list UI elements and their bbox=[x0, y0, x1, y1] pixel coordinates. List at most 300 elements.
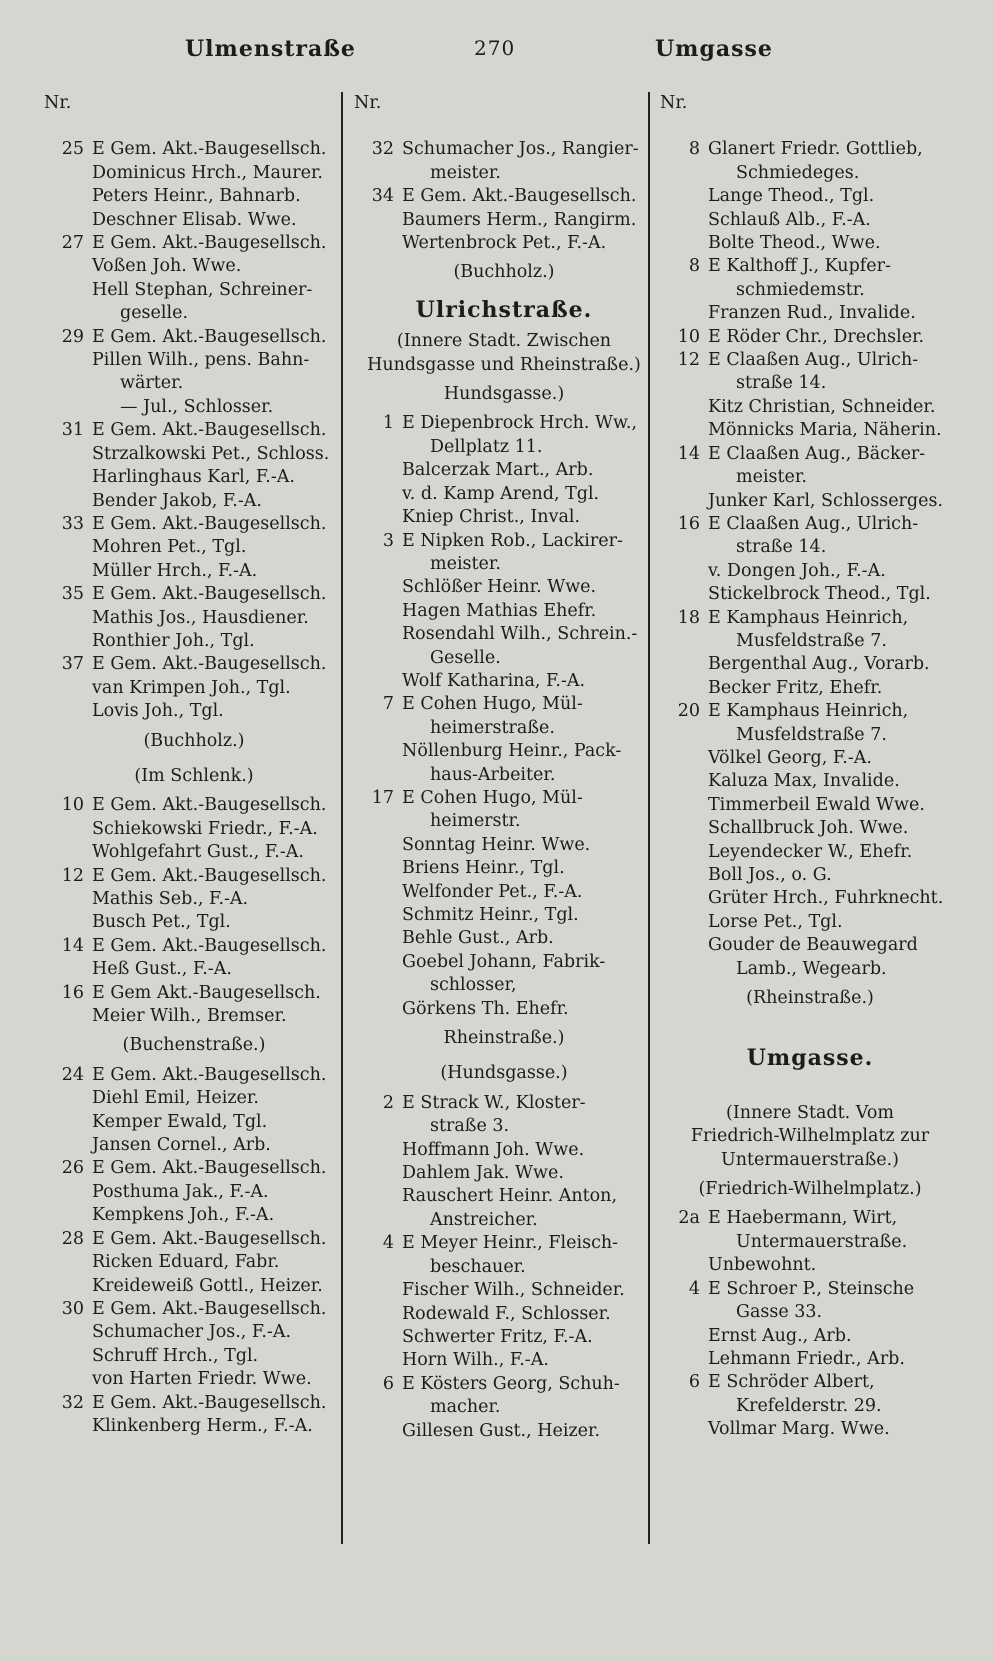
entry-text: E Kamphaus Heinrich, bbox=[708, 607, 909, 628]
resident-line bbox=[354, 1279, 654, 1302]
entry-text: Hoffmann Joh. Wwe. bbox=[402, 1139, 585, 1160]
entry-text: Nöllenburg Heinr., Pack- bbox=[402, 741, 622, 762]
column-1 bbox=[44, 92, 344, 1438]
entry-text: Briens Heinr., Tgl. bbox=[402, 858, 565, 879]
column-heading-nr: Nr. bbox=[660, 93, 688, 113]
cross-street-label: (Im Schlenk.) bbox=[134, 765, 254, 786]
entry-text: E Cohen Hugo, Mül- bbox=[402, 787, 583, 808]
entry-text: Boll Jos., o. G. bbox=[708, 865, 832, 885]
entry-text: Lehmann Friedr., Arb. bbox=[708, 1348, 905, 1369]
resident-line bbox=[354, 764, 654, 787]
entry-text: Busch Pet., Tgl. bbox=[92, 912, 231, 933]
entry-text: Becker Fritz, Ehefr. bbox=[708, 677, 883, 698]
entry-text: E Claaßen Aug., Ulrich- bbox=[708, 513, 919, 534]
house-number: 6 bbox=[688, 1372, 700, 1393]
entry-text: Voßen Joh. Wwe. bbox=[92, 256, 242, 277]
house-number: 17 bbox=[371, 787, 394, 808]
resident-line bbox=[354, 459, 654, 482]
entry-text: E Gem. Akt.-Baugesellsch. bbox=[92, 1298, 327, 1319]
entry-text: E Gem. Akt.-Baugesellsch. bbox=[92, 584, 327, 605]
house-number: 31 bbox=[61, 420, 84, 441]
entry-text: Gillesen Gust., Heizer. bbox=[402, 1420, 601, 1441]
resident-line bbox=[354, 974, 654, 997]
entry-text: E Claaßen Aug., Ulrich- bbox=[708, 350, 919, 371]
house-entry bbox=[44, 865, 344, 888]
house-entry bbox=[660, 443, 960, 466]
entry-text: Bergenthal Aug., Vorarb. bbox=[708, 654, 930, 675]
entry-text: haus-Arbeiter. bbox=[430, 764, 556, 785]
resident-line bbox=[354, 670, 654, 693]
entry-text: Völkel Georg, F.-A. bbox=[708, 747, 872, 768]
entry-text: Schiekowski Friedr., F.-A. bbox=[92, 818, 318, 839]
spacer bbox=[660, 1079, 960, 1102]
entry-text: Müller Hrch., F.-A. bbox=[92, 560, 258, 581]
resident-line bbox=[44, 490, 344, 513]
entry-text: Harlinghaus Karl, F.-A. bbox=[92, 467, 295, 488]
resident-line bbox=[354, 1139, 654, 1162]
house-entry bbox=[354, 693, 654, 716]
entry-text: Pillen Wilh., pens. Bahn- bbox=[92, 350, 310, 371]
resident-line bbox=[44, 466, 344, 489]
resident-line bbox=[660, 209, 960, 232]
resident-line bbox=[354, 483, 654, 506]
entry-text: Musfeldstraße 7. bbox=[736, 630, 887, 651]
street-description: Untermauerstraße.) bbox=[720, 1149, 900, 1170]
entry-text: Goebel Johann, Fabrik- bbox=[402, 951, 606, 972]
resident-line bbox=[354, 834, 654, 857]
entry-text: Heß Gust., F.-A. bbox=[92, 959, 232, 980]
resident-line bbox=[44, 841, 344, 864]
resident-line bbox=[354, 1349, 654, 1372]
entry-text: Lovis Joh., Tgl. bbox=[92, 701, 224, 722]
resident-line bbox=[660, 841, 960, 864]
resident-line bbox=[44, 911, 344, 934]
entry-text: straße 14. bbox=[736, 537, 827, 558]
resident-line bbox=[660, 747, 960, 770]
entry-text: Bender Jakob, F.-A. bbox=[92, 490, 262, 511]
entry-text: Gasse 33. bbox=[736, 1302, 823, 1323]
entry-text: Mathis Jos., Hausdiener. bbox=[92, 607, 309, 628]
street-description: Friedrich-Wilhelmplatz zur bbox=[690, 1126, 930, 1147]
entry-text: schlosser, bbox=[430, 975, 517, 996]
entry-text: Peters Heinr., Bahnarb. bbox=[92, 186, 301, 207]
entry-text: Mohren Pet., Tgl. bbox=[92, 537, 247, 558]
resident-line bbox=[660, 770, 960, 793]
house-entry bbox=[660, 349, 960, 372]
resident-line bbox=[660, 934, 960, 957]
entry-text: Untermauerstraße. bbox=[736, 1231, 908, 1252]
entry-text: Ernst Aug., Arb. bbox=[708, 1325, 852, 1346]
resident-line bbox=[44, 1251, 344, 1274]
resident-line bbox=[660, 232, 960, 255]
entry-text: Hagen Mathias Ehefr. bbox=[402, 600, 597, 621]
resident-line bbox=[354, 209, 654, 232]
house-number: 33 bbox=[61, 513, 84, 534]
resident-line bbox=[660, 185, 960, 208]
header-right-street: Umgasse bbox=[655, 36, 773, 62]
entry-text: E Gem. Akt.-Baugesellsch. bbox=[92, 1228, 327, 1249]
cross-street-label: Rheinstraße.) bbox=[443, 1028, 565, 1049]
entry-text: Ricken Eduard, Fabr. bbox=[92, 1252, 280, 1273]
resident-line bbox=[660, 372, 960, 395]
house-entry bbox=[354, 1373, 654, 1396]
house-number: 27 bbox=[61, 233, 84, 254]
entry-text: E Gem. Akt.-Baugesellsch. bbox=[92, 795, 327, 816]
entry-text: E Gem. Akt.-Baugesellsch. bbox=[92, 1064, 327, 1085]
column-3 bbox=[660, 92, 960, 1442]
resident-line bbox=[660, 630, 960, 653]
house-number: 34 bbox=[371, 186, 394, 207]
resident-line bbox=[44, 536, 344, 559]
entry-text: E Nipken Rob., Lackirer- bbox=[402, 530, 623, 551]
entry-text: Mathis Seb., F.-A. bbox=[92, 889, 249, 909]
entry-text: Strzalkowski Pet., Schloss. bbox=[92, 443, 330, 464]
entry-text: E Schröder Albert, bbox=[708, 1372, 875, 1393]
entry-text: E Gem. Akt.-Baugesellsch. bbox=[92, 935, 327, 956]
entry-text: Lange Theod., Tgl. bbox=[708, 186, 875, 207]
house-entry bbox=[44, 1392, 344, 1415]
entry-text: Kniep Christ., Inval. bbox=[402, 507, 581, 528]
entry-text: Welfonder Pet., F.-A. bbox=[402, 881, 583, 902]
house-entry bbox=[660, 326, 960, 349]
house-entry bbox=[44, 232, 344, 255]
resident-line bbox=[354, 647, 654, 670]
entry-text: Wertenbrock Pet., F.-A. bbox=[402, 233, 607, 254]
entry-text: von Harten Friedr. Wwe. bbox=[92, 1369, 312, 1390]
house-entry bbox=[44, 1298, 344, 1321]
resident-line bbox=[660, 1418, 960, 1441]
entry-text: Schallbruck Joh. Wwe. bbox=[708, 818, 909, 839]
entry-text: Schumacher Jos., Rangier- bbox=[402, 139, 639, 160]
house-number: 30 bbox=[61, 1298, 84, 1319]
resident-line bbox=[354, 927, 654, 950]
entry-text: Schumacher Jos., F.-A. bbox=[92, 1322, 292, 1343]
entry-text: Krefelderstr. 29. bbox=[736, 1395, 882, 1416]
house-number: 4 bbox=[688, 1278, 700, 1299]
entry-text: heimerstraße. bbox=[430, 717, 555, 738]
house-number: 10 bbox=[677, 326, 700, 347]
resident-line bbox=[44, 888, 344, 911]
entry-text: wärter. bbox=[120, 373, 184, 394]
resident-line bbox=[44, 1345, 344, 1368]
resident-line bbox=[660, 536, 960, 559]
entry-text: E Röder Chr., Drechsler. bbox=[708, 326, 925, 347]
resident-line bbox=[44, 279, 344, 302]
entry-text: E Cohen Hugo, Mül- bbox=[402, 694, 583, 715]
resident-line bbox=[354, 623, 654, 646]
entry-text: E Gem. Akt.-Baugesellsch. bbox=[92, 139, 327, 160]
resident-line bbox=[354, 576, 654, 599]
entry-text: Mönnicks Maria, Näherin. bbox=[708, 420, 942, 441]
entry-text: schmiedemstr. bbox=[736, 279, 865, 300]
entry-text: E Kalthoff J., Kupfer- bbox=[708, 256, 891, 277]
house-number: 12 bbox=[677, 350, 700, 371]
house-entry bbox=[44, 935, 344, 958]
resident-line bbox=[354, 1185, 654, 1208]
resident-line bbox=[44, 209, 344, 232]
resident-line bbox=[660, 724, 960, 747]
entry-text: Leyendecker W., Ehefr. bbox=[708, 841, 913, 862]
street-description: (Innere Stadt. Zwischen bbox=[396, 331, 612, 352]
resident-line bbox=[354, 553, 654, 576]
entry-text: Kaluza Max, Invalide. bbox=[708, 771, 900, 792]
entry-text: Hell Stephan, Schreiner- bbox=[92, 279, 313, 300]
entry-text: E Gem. Akt.-Baugesellsch. bbox=[92, 1392, 327, 1413]
entry-text: geselle. bbox=[120, 303, 189, 324]
entry-text: Vollmar Marg. Wwe. bbox=[708, 1419, 890, 1440]
resident-line bbox=[44, 1321, 344, 1344]
entry-text: Dominicus Hrch., Maurer. bbox=[92, 162, 323, 183]
entry-text: meister. bbox=[736, 467, 807, 488]
house-entry bbox=[354, 138, 654, 161]
entry-text: Horn Wilh., F.-A. bbox=[402, 1350, 549, 1371]
entry-text: Fischer Wilh., Schneider. bbox=[402, 1280, 625, 1301]
entry-text: Schlößer Heinr. Wwe. bbox=[402, 577, 597, 598]
resident-line bbox=[660, 677, 960, 700]
entry-text: Grüter Hrch., Fuhrknecht. bbox=[708, 888, 944, 909]
entry-text: Musfeldstraße 7. bbox=[736, 724, 887, 745]
resident-line bbox=[44, 1181, 344, 1204]
entry-text: Lamb., Wegearb. bbox=[736, 958, 887, 979]
resident-line bbox=[660, 958, 960, 981]
resident-line bbox=[660, 794, 960, 817]
column-2 bbox=[354, 92, 654, 1443]
resident-line bbox=[660, 490, 960, 513]
entry-text: meister. bbox=[430, 162, 501, 183]
entry-text: van Krimpen Joh., Tgl. bbox=[92, 677, 291, 698]
resident-line bbox=[44, 1368, 344, 1391]
entry-text: E Claaßen Aug., Bäcker- bbox=[708, 443, 926, 464]
resident-line bbox=[354, 162, 654, 185]
house-number: 16 bbox=[677, 513, 700, 534]
resident-line bbox=[44, 443, 344, 466]
resident-line bbox=[44, 700, 344, 723]
house-number: 35 bbox=[61, 584, 84, 605]
entry-text: — Jul., Schlosser. bbox=[120, 396, 274, 417]
resident-line bbox=[44, 1005, 344, 1028]
entry-text: Geselle. bbox=[430, 647, 501, 668]
house-entry bbox=[660, 1207, 960, 1230]
house-number: 4 bbox=[382, 1233, 394, 1254]
resident-line bbox=[660, 911, 960, 934]
entry-text: Junker Karl, Schlosserges. bbox=[708, 490, 944, 511]
house-number: 25 bbox=[61, 139, 84, 160]
cross-street-label: (Rheinstraße.) bbox=[746, 988, 874, 1009]
resident-line bbox=[660, 864, 960, 887]
house-number: 16 bbox=[61, 982, 84, 1003]
house-entry bbox=[660, 513, 960, 536]
house-entry bbox=[44, 419, 344, 442]
resident-line bbox=[660, 817, 960, 840]
resident-line bbox=[660, 583, 960, 606]
house-number: 28 bbox=[61, 1228, 84, 1249]
street-title: Ulrichstraße. bbox=[415, 296, 593, 323]
entry-text: Klinkenberg Herm., F.-A. bbox=[92, 1415, 313, 1436]
entry-text: E Gem. Akt.-Baugesellsch. bbox=[402, 186, 637, 207]
resident-line bbox=[354, 904, 654, 927]
resident-line bbox=[44, 677, 344, 700]
resident-line bbox=[44, 560, 344, 583]
cross-street-label: Hundsgasse.) bbox=[443, 384, 565, 405]
resident-line bbox=[354, 1303, 654, 1326]
entry-text: Kempkens Joh., F.-A. bbox=[92, 1205, 275, 1226]
house-entry bbox=[660, 607, 960, 630]
resident-line bbox=[354, 436, 654, 459]
spacer bbox=[660, 1016, 960, 1039]
header-left-street: Ulmenstraße bbox=[185, 36, 356, 62]
resident-line bbox=[354, 1326, 654, 1349]
house-number: 37 bbox=[61, 654, 84, 675]
house-entry bbox=[44, 138, 344, 161]
entry-text: Schruff Hrch., Tgl. bbox=[92, 1345, 259, 1366]
house-entry bbox=[44, 326, 344, 349]
resident-line bbox=[660, 1395, 960, 1418]
house-number: 8 bbox=[688, 139, 700, 160]
entry-text: E Gem. Akt.-Baugesellsch. bbox=[92, 420, 327, 441]
resident-line bbox=[660, 653, 960, 676]
entry-text: Stickelbrock Theod., Tgl. bbox=[708, 584, 931, 605]
entry-text: meister. bbox=[430, 553, 501, 574]
resident-line bbox=[660, 1254, 960, 1277]
entry-text: E Gem. Akt.-Baugesellsch. bbox=[92, 865, 327, 886]
resident-line bbox=[44, 372, 344, 395]
resident-line bbox=[660, 560, 960, 583]
house-number: 29 bbox=[61, 326, 84, 347]
house-number: 3 bbox=[382, 530, 394, 551]
cross-street-label: (Buchholz.) bbox=[143, 730, 245, 751]
house-entry bbox=[660, 255, 960, 278]
house-number: 14 bbox=[61, 935, 84, 956]
resident-line bbox=[44, 1087, 344, 1110]
street-description: Hundsgasse und Rheinstraße.) bbox=[367, 354, 641, 375]
house-number: 7 bbox=[382, 694, 394, 715]
page-number: 270 bbox=[474, 36, 516, 60]
resident-line bbox=[354, 857, 654, 880]
resident-line bbox=[44, 1111, 344, 1134]
entry-text: Gouder de Beauwegard bbox=[708, 935, 918, 956]
resident-line bbox=[660, 279, 960, 302]
house-number: 20 bbox=[677, 701, 700, 722]
entry-text: E Schroer P., Steinsche bbox=[708, 1278, 915, 1299]
resident-line bbox=[44, 396, 344, 419]
entry-text: E Diepenbrock Hrch. Ww., bbox=[402, 413, 638, 434]
house-entry bbox=[44, 583, 344, 606]
entry-text: Behle Gust., Arb. bbox=[402, 928, 554, 949]
street-description: (Innere Stadt. Vom bbox=[726, 1102, 894, 1123]
entry-text: E Gem. Akt.-Baugesellsch. bbox=[92, 1158, 327, 1179]
house-entry bbox=[44, 1157, 344, 1180]
cross-street-label: (Buchholz.) bbox=[453, 262, 555, 283]
spacer bbox=[660, 115, 960, 138]
resident-line bbox=[44, 630, 344, 653]
entry-text: Unbewohnt. bbox=[708, 1255, 817, 1276]
house-entry bbox=[44, 982, 344, 1005]
entry-text: E Kösters Georg, Schuh- bbox=[402, 1373, 620, 1394]
house-entry bbox=[660, 700, 960, 723]
resident-line bbox=[660, 1231, 960, 1254]
house-entry bbox=[44, 1064, 344, 1087]
house-entry bbox=[354, 1232, 654, 1255]
entry-text: E Gem. Akt.-Baugesellsch. bbox=[92, 513, 327, 534]
resident-line bbox=[44, 162, 344, 185]
resident-line bbox=[660, 419, 960, 442]
house-entry bbox=[660, 1278, 960, 1301]
house-number: 6 bbox=[382, 1373, 394, 1394]
entry-text: E Strack W., Kloster- bbox=[402, 1092, 586, 1113]
entry-text: Wohlgefahrt Gust., F.-A. bbox=[92, 842, 304, 863]
resident-line bbox=[354, 717, 654, 740]
house-number: 26 bbox=[61, 1158, 84, 1179]
house-entry bbox=[354, 1092, 654, 1115]
resident-line bbox=[354, 1115, 654, 1138]
entry-text: v. Dongen Joh., F.-A. bbox=[708, 560, 886, 581]
resident-line bbox=[44, 302, 344, 325]
entry-text: E Meyer Heinr., Fleisch- bbox=[402, 1233, 619, 1254]
resident-line bbox=[44, 607, 344, 630]
house-number: 12 bbox=[61, 865, 84, 886]
resident-line bbox=[44, 349, 344, 372]
cross-street-label: (Buchenstraße.) bbox=[122, 1035, 266, 1056]
resident-line bbox=[354, 740, 654, 763]
column-heading-nr: Nr. bbox=[44, 93, 72, 113]
house-number: 32 bbox=[61, 1392, 84, 1413]
house-entry bbox=[44, 653, 344, 676]
house-entry bbox=[354, 412, 654, 435]
entry-text: E Kamphaus Heinrich, bbox=[708, 701, 909, 722]
entry-text: Timmerbeil Ewald Wwe. bbox=[708, 794, 925, 815]
entry-text: straße 3. bbox=[430, 1116, 510, 1137]
resident-line bbox=[44, 958, 344, 981]
entry-text: Diehl Emil, Heizer. bbox=[92, 1088, 259, 1109]
spacer bbox=[44, 115, 344, 138]
house-entry bbox=[44, 1228, 344, 1251]
resident-line bbox=[354, 506, 654, 529]
resident-line bbox=[354, 951, 654, 974]
resident-line bbox=[354, 810, 654, 833]
entry-text: macher. bbox=[430, 1397, 501, 1418]
resident-line bbox=[44, 185, 344, 208]
entry-text: Rauschert Heinr. Anton, bbox=[402, 1186, 618, 1207]
entry-text: E Gem. Akt.-Baugesellsch. bbox=[92, 326, 327, 347]
entry-text: Schwerter Fritz, F.-A. bbox=[402, 1326, 593, 1347]
resident-line bbox=[660, 1348, 960, 1371]
house-number: 24 bbox=[61, 1064, 84, 1085]
resident-line bbox=[354, 998, 654, 1021]
house-entry bbox=[44, 794, 344, 817]
resident-line bbox=[354, 232, 654, 255]
entry-text: Görkens Th. Ehefr. bbox=[402, 998, 569, 1019]
resident-line bbox=[354, 1420, 654, 1443]
entry-text: Deschner Elisab. Wwe. bbox=[92, 209, 297, 230]
entry-text: Jansen Cornel., Arb. bbox=[92, 1135, 271, 1156]
resident-line bbox=[44, 818, 344, 841]
entry-text: E Haebermann, Wirt, bbox=[708, 1208, 898, 1229]
resident-line bbox=[44, 1134, 344, 1157]
resident-line bbox=[660, 302, 960, 325]
entry-text: Anstreicher. bbox=[430, 1209, 538, 1230]
resident-line bbox=[354, 1396, 654, 1419]
entry-text: E Gem. Akt.-Baugesellsch. bbox=[92, 654, 327, 675]
resident-line bbox=[660, 162, 960, 185]
entry-text: Franzen Rud., Invalide. bbox=[708, 303, 916, 324]
house-number: 2a bbox=[678, 1208, 700, 1229]
entry-text: Rodewald F., Schlosser. bbox=[402, 1303, 611, 1324]
house-number: 10 bbox=[61, 795, 84, 816]
entry-text: Wolf Katharina, F.-A. bbox=[402, 670, 586, 691]
resident-line bbox=[354, 1256, 654, 1279]
resident-line bbox=[44, 1204, 344, 1227]
house-number: 2 bbox=[382, 1092, 394, 1113]
